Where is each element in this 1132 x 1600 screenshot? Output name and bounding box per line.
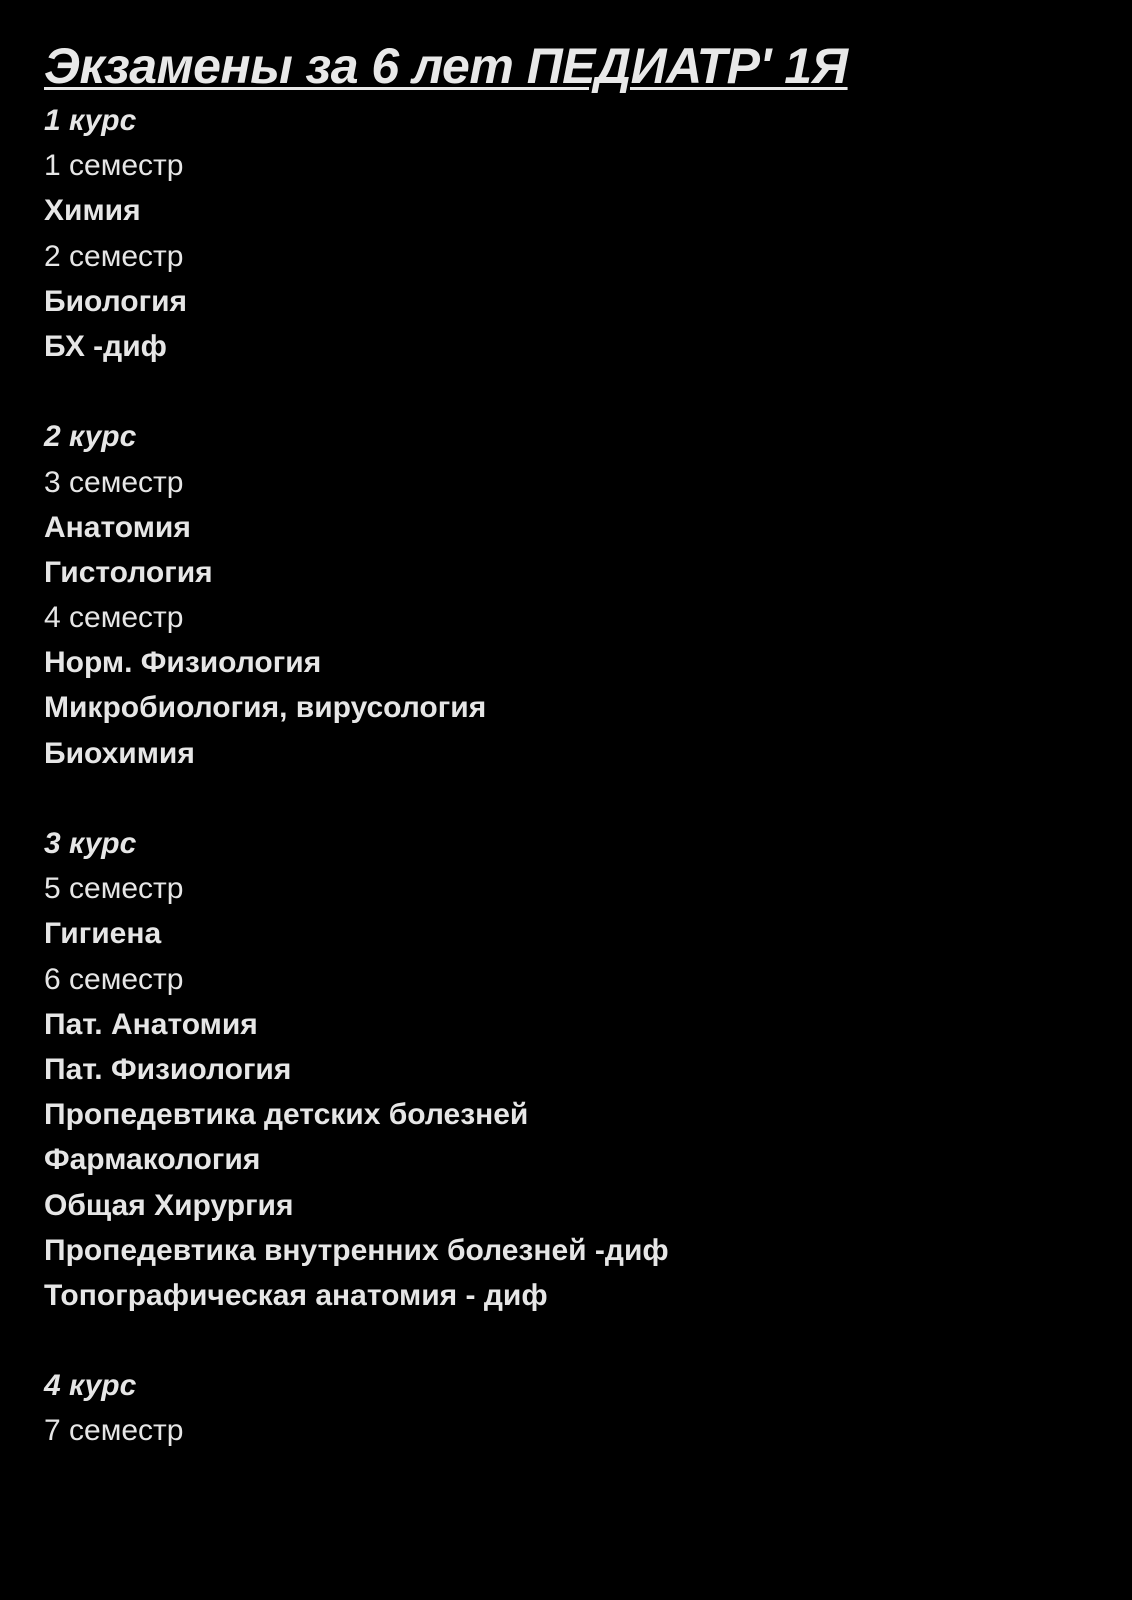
exam-subject: Топографическая анатомия - диф (44, 1278, 548, 1312)
semester-label: 4 семестр (44, 601, 184, 635)
exam-subject: Пропедевтика детских болезней (44, 1098, 529, 1132)
course-heading: 2 курс (44, 420, 137, 454)
exam-subject: Анатомия (44, 510, 191, 544)
exam-subject: Гистология (44, 555, 213, 589)
exam-subject: Гигиена (44, 917, 162, 951)
exam-subject: Общая Хирургия (44, 1188, 294, 1222)
blank-line (44, 776, 1104, 821)
semester-label: 7 семестр (44, 1414, 184, 1448)
course-heading: 1 курс (44, 104, 137, 137)
semester-label: 2 семестр (44, 239, 184, 273)
blank-line (44, 369, 1104, 414)
semester-label: 3 семестр (44, 465, 184, 499)
exam-subject: Микробиология, вирусология (44, 691, 487, 725)
note-title: Экзамены за 6 лет ПЕДИАТР' 1Я (44, 38, 848, 94)
exam-subject: Пат. Физиология (44, 1052, 292, 1086)
note-body[interactable] (44, 34, 1104, 1454)
exam-subject: БХ -диф (44, 329, 167, 363)
exam-subject: Фармакология (44, 1143, 261, 1177)
semester-label: 5 семестр (44, 872, 184, 906)
exam-subject: Пропедевтика внутренних болезней -диф (44, 1233, 669, 1267)
semester-label: 1 семестр (44, 149, 184, 183)
exam-subject: Норм. Физиология (44, 646, 322, 680)
course-heading: 3 курс (44, 827, 137, 860)
exam-subject: Пат. Анатомия (44, 1007, 258, 1041)
exam-subject: Химия (44, 194, 141, 228)
exam-subject: Биохимия (44, 736, 195, 770)
exam-subject: Биология (44, 284, 188, 318)
course-heading: 4 курс (44, 1369, 137, 1403)
semester-label: 6 семестр (44, 962, 184, 996)
blank-line (44, 1318, 1104, 1363)
note-lines (44, 98, 1104, 1454)
